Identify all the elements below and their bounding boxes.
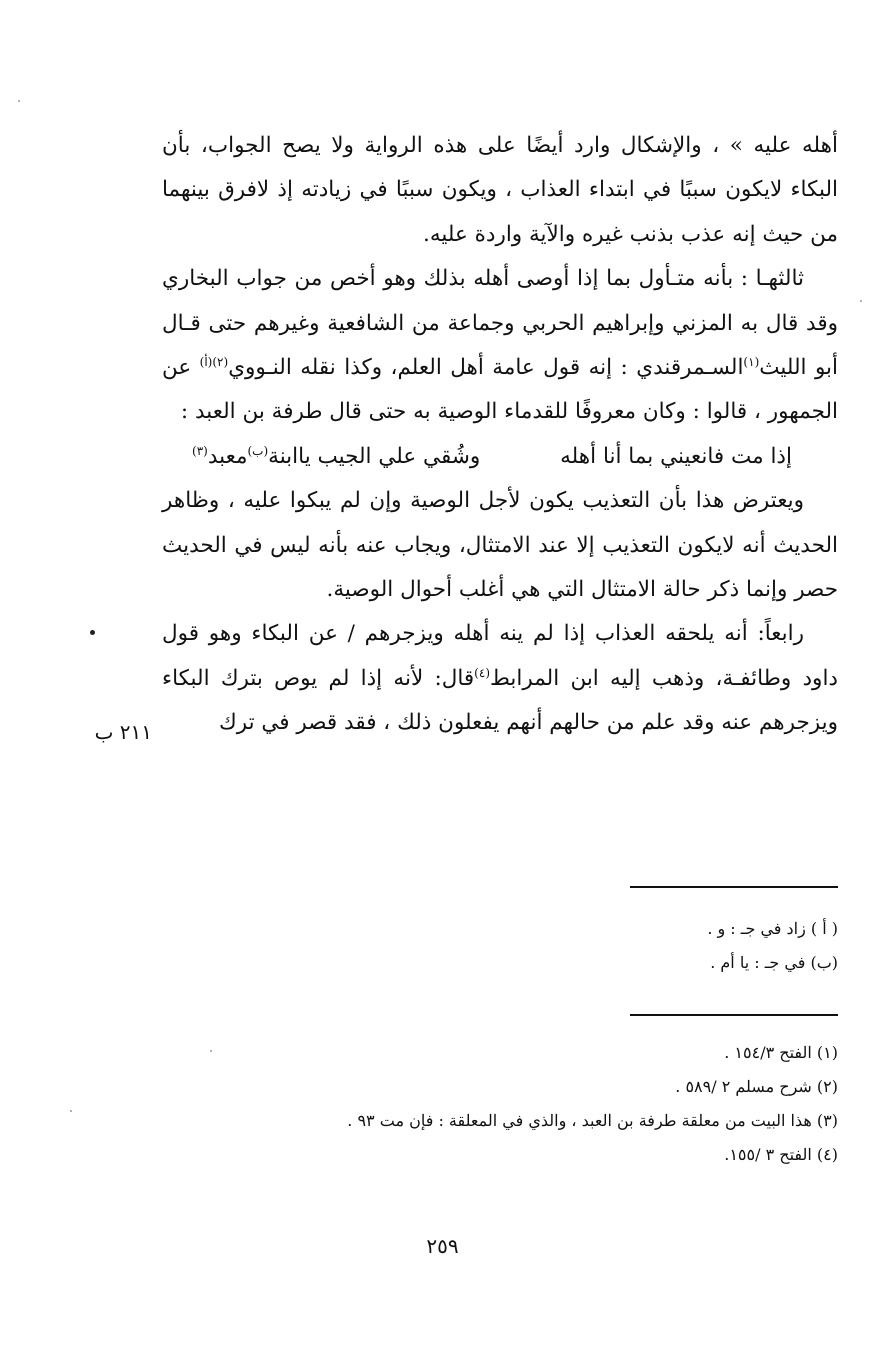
paragraph-2-part-a: ثالثهـا : بأنه متـأول بما إذا أوصى أهله بذلك وهو أخص من جواب البخاري وقد قال به المزني وإبراهيم الحربي وجماعة من الشافعية وغيرهم حتى قـال أبو الليث xyxy=(162,266,839,381)
verse-first-hemistich: إذا مت فانعيني بما أنا أهله xyxy=(560,443,792,469)
verse-second-part-a: وشُقي علي الجيب ياابنة xyxy=(268,443,481,469)
footnote-ref-1: (١) xyxy=(743,354,760,369)
paragraph-1: أهله عليه » ، والإشكال وارد أيضًا على هذه الرواية ولا يصح الجواب، بأن البكاء لايكون سببًا في ابتداء العذاب ، ويكون سببًا في زيادته إذ لافرق بينهما من حيث إنه عذب بذنب غيره والآية واردة عليه. xyxy=(162,133,838,247)
variant-note: (ب) في جـ : يا أم . xyxy=(710,953,838,972)
paragraph-2 xyxy=(162,257,838,435)
scan-speck xyxy=(70,1110,72,1112)
variant-notes xyxy=(300,912,838,980)
margin-dot xyxy=(90,630,95,635)
footnote-ref-4: (٤) xyxy=(474,665,490,680)
footnotes xyxy=(300,1036,838,1172)
paragraph-2-part-b: السـمرقندي : إنه قول عامة أهل العلم، وكذا نقله النـووي xyxy=(228,355,744,381)
scan-speck xyxy=(210,1050,212,1052)
variant-ref-b: (ب) xyxy=(247,443,269,458)
paragraph-3: ويعترض هذا بأن التعذيب يكون لأجل الوصية وإن لم يبكوا عليه ، وظاهر الحديث أنه لايكون التعذيب إلا عند الامتثال، ويجاب عنه بأنه ليس في الحديث حصر وإنما ذكر حالة الامتثال التي هي أغلب أحوال الوصية. xyxy=(162,488,838,603)
paragraph-4-part-b: قال: لأنه إذا لم يوص بترك البكاء ويزجرهم عنه وقد علم من حالهم أنهم يفعلون ذلك ، فقد قصر في ترك xyxy=(162,665,838,736)
scan-speck xyxy=(18,100,20,102)
manuscript-folio-marker: ٢١١ ب xyxy=(94,720,152,744)
poetry-verse xyxy=(162,435,838,479)
footnote: (٤) الفتح ٣ /١٥٥. xyxy=(724,1145,838,1164)
paragraph-4 xyxy=(162,612,838,745)
paragraph-2-part-c: عن الجمهور ، قالوا : وكان معروفًا للقدماء الوصية به حتى قال طرفة بن العبد : xyxy=(162,355,838,425)
verse-second-hemistich xyxy=(192,435,480,479)
footnote-ref-3: (٣) xyxy=(192,443,208,458)
footnote: (١) الفتح ١٥٤/٣ . xyxy=(724,1043,838,1062)
footnote: (٢) شرح مسلم ٢ /٥٨٩ . xyxy=(675,1077,838,1096)
page-number: ٢٥٩ xyxy=(426,1234,459,1258)
paragraph-4-part-a: رابعاً: أنه يلحقه العذاب إذا لم ينه أهله ويزجرهم / عن البكاء وهو قول داود وطائفـة، وذهب إليه ابن المرابط xyxy=(162,621,838,691)
variant-note: ( أ ) زاد في جـ : و . xyxy=(707,919,838,938)
main-text xyxy=(162,124,838,746)
scan-speck xyxy=(860,300,862,302)
footnote-ref-2: (٢)(أ) xyxy=(199,354,229,369)
variant-notes-separator xyxy=(630,886,838,888)
footnote: (٣) هذا البيت من معلقة طرفة بن العبد ، والذي في المعلقة : فإن مت ٩٣ . xyxy=(347,1111,838,1130)
footnotes-separator xyxy=(630,1014,838,1016)
verse-second-part-b: معبد xyxy=(207,443,248,469)
